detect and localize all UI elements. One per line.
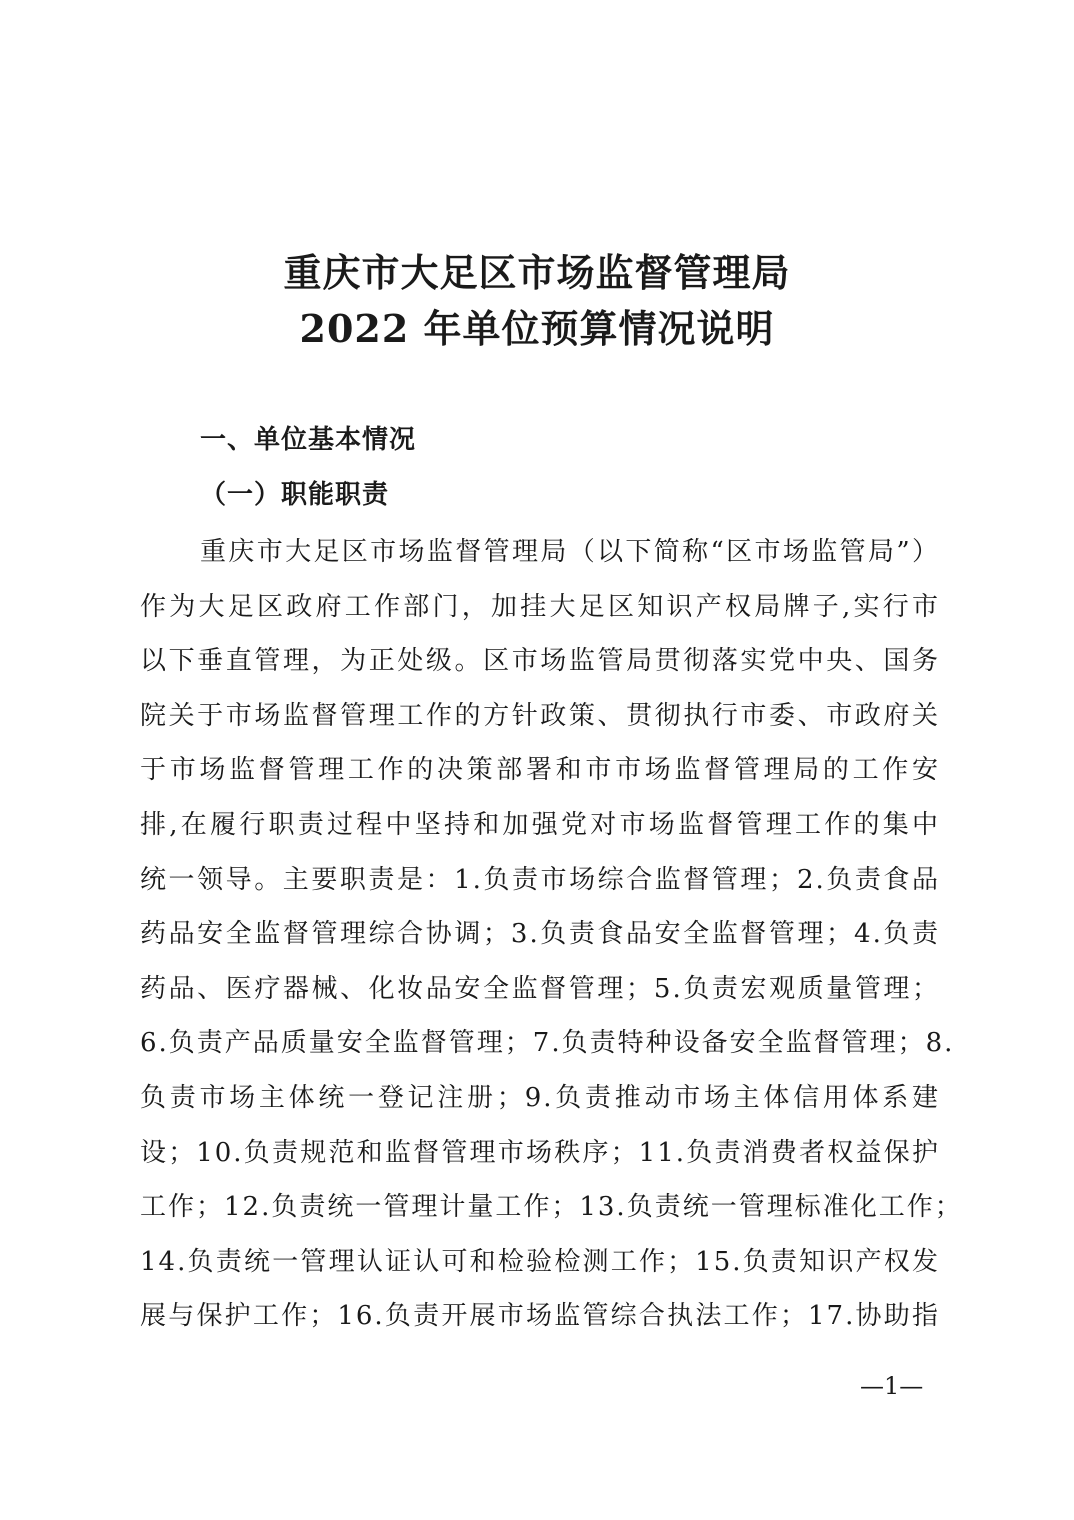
body-line: 设；10.负责规范和监督管理市场秩序；11.负责消费者权益保护 xyxy=(140,1137,940,1168)
document-title-line-2: 2022 年单位预算情况说明 xyxy=(299,306,775,351)
body-line: 统一领导。主要职责是：1.负责市场综合监督管理；2.负责食品 xyxy=(140,864,940,895)
body-line: 药品、医疗器械、化妆品安全监督管理；5.负责宏观质量管理； xyxy=(140,973,940,1004)
body-line: 负责市场主体统一登记注册；9.负责推动市场主体信用体系建 xyxy=(140,1082,940,1113)
body-line: 6.负责产品质量安全监督管理；7.负责特种设备安全监督管理；8. xyxy=(140,1028,955,1059)
body-line: 排,在履行职责过程中坚持和加强党对市场监督管理工作的集中 xyxy=(140,809,940,840)
body-paragraph xyxy=(140,530,963,1349)
body-line: 作为大足区政府工作部门，加挂大足区知识产权局牌子,实行市 xyxy=(140,591,940,622)
body-line: 药品安全监督管理综合协调；3.负责食品安全监督管理；4.负责 xyxy=(140,919,940,950)
body-line: 院关于市场监督管理工作的方针政策、贯彻执行市委、市政府关 xyxy=(140,700,940,731)
body-line: 于市场监督管理工作的决策部署和市市场监督管理局的工作安 xyxy=(140,755,940,786)
body-line: 展与保护工作；16.负责开展市场监管综合执法工作；17.协助指 xyxy=(140,1301,940,1332)
document-title-line-1: 重庆市大足区市场监督管理局 xyxy=(283,250,791,295)
body-line: 重庆市大足区市场监督管理局（以下简称“区市场监管局”） xyxy=(200,537,940,567)
section-heading: 一、单位基本情况 xyxy=(200,425,417,455)
body-line: 以下垂直管理，为正处级。区市场监管局贯彻落实党中央、国务 xyxy=(140,646,940,677)
page-number: —1— xyxy=(860,1372,924,1400)
body-line: 工作；12.负责统一管理计量工作；13.负责统一管理标准化工作； xyxy=(140,1192,963,1223)
body-line: 14.负责统一管理认证认可和检验检测工作；15.负责知识产权发 xyxy=(140,1246,940,1277)
subsection-heading: （一）职能职责 xyxy=(200,480,390,510)
